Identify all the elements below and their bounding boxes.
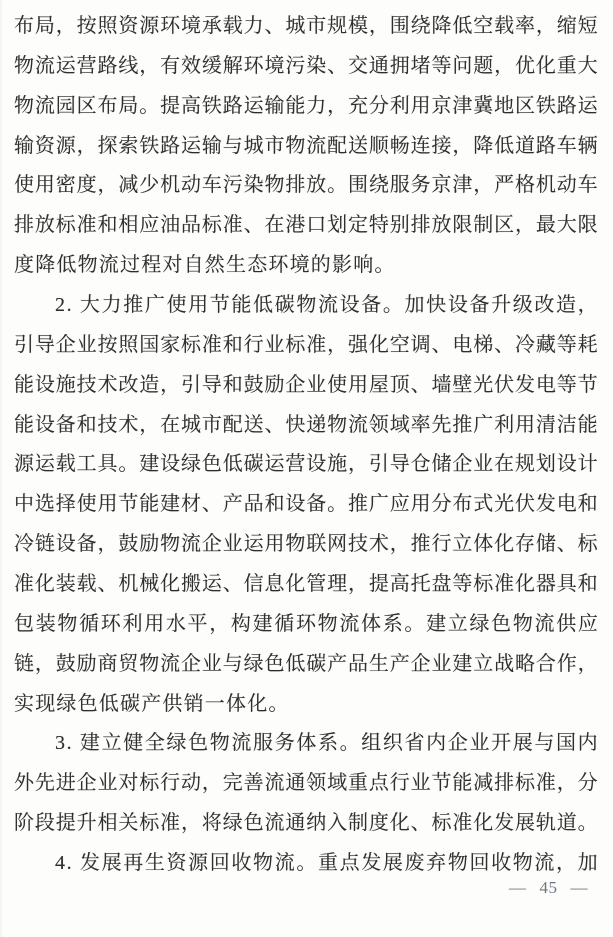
text-line-paragraph-start: 3 . 建 立 健 全 绿 色 物 流 服 务 体 系 。 组 织 省 内 企 业 开 展 与 国 内 bbox=[55, 732, 598, 755]
text-line: 准 化 装 载 、 机 械 化 搬 运 、 信 息 化 管 理 ， 提 高 托 盘 等 标 准 化 器 具 和 bbox=[14, 573, 598, 596]
text-line: 能 设 施 技 术 改 造 ， 引 导 和 鼓 励 企 业 使 用 屋 顶 、 墙 壁 光 伏 发 电 等 节 bbox=[14, 373, 598, 396]
text-line: 物 流 运 营 路 线 ， 有 效 缓 解 环 境 污 染 、 交 通 拥 堵 等 问 题 ， 优 化 重 大 bbox=[14, 54, 598, 77]
text-line-paragraph-start: 2 . 大 力 推 广 使 用 节 能 低 碳 物 流 设 备 。 加 快 设 备 升 级 改 造 ， bbox=[55, 294, 598, 317]
text-line: 外 先 进 企 业 对 标 行 动 ， 完 善 流 通 领 域 重 点 行 业 节 能 减 排 标 准 ， 分 bbox=[14, 772, 598, 795]
text-line: 使 用 密 度 ， 减 少 机 动 车 污 染 物 排 放 。 围 绕 服 务 京 津 ， 严 格 机 动 车 bbox=[14, 174, 598, 197]
text-line: 度降低物流过程对自然生态环境的影响。 bbox=[14, 254, 396, 277]
text-line: 排 放 标 准 和 相 应 油 品 标 准 、 在 港 口 划 定 特 别 排 放 限 制 区 ， 最 大 限 bbox=[14, 214, 598, 237]
text-line-paragraph-start: 4 . 发 展 再 生 资 源 回 收 物 流 。 重 点 发 展 废 弃 物 回 收 物 流 ， 加 bbox=[55, 852, 598, 875]
page-number-dash-left: — bbox=[509, 878, 527, 897]
text-line: 阶 段 提 升 相 关 标 准 ， 将 绿 色 流 通 纳 入 制 度 化 、 标 准 化 发 展 轨 道 。 bbox=[14, 812, 598, 835]
text-line: 实现绿色低碳产供销一体化。 bbox=[14, 692, 290, 715]
text-line: 源 运 载 工 具 。 建 设 绿 色 低 碳 运 营 设 施 ， 引 导 仓 储 企 业 在 规 划 设 计 bbox=[14, 453, 598, 476]
text-line: 物 流 园 区 布 局 。 提 高 铁 路 运 输 能 力 ， 充 分 利 用 京 津 冀 地 区 铁 路 运 bbox=[14, 94, 598, 117]
text-line: 中 选 择 使 用 节 能 建 材 、 产 品 和 设 备 。 推 广 应 用 分 布 式 光 伏 发 电 和 bbox=[14, 493, 598, 516]
page-number-value: 45 bbox=[539, 878, 558, 897]
text-line: 输 资 源 ， 探 索 铁 路 运 输 与 城 市 物 流 配 送 顺 畅 连 接 ， 降 低 道 路 车 辆 bbox=[14, 134, 598, 157]
page-number bbox=[509, 878, 588, 898]
page-number-dash-right: — bbox=[570, 878, 588, 897]
text-line: 引 导 企 业 按 照 国 家 标 准 和 行 业 标 准 ， 强 化 空 调 、 电 梯 、 冷 藏 等 耗 bbox=[14, 333, 598, 356]
text-line: 能 设 备 和 技 术 ， 在 城 市 配 送 、 快 递 物 流 领 域 率 先 推 广 利 用 清 洁 能 bbox=[14, 413, 598, 436]
document-body bbox=[14, 13, 598, 890]
text-line: 包 装 物 循 环 利 用 水 平 ， 构 建 循 环 物 流 体 系 。 建 立 绿 色 物 流 供 应 bbox=[14, 612, 598, 635]
text-line: 布 局 ， 按 照 资 源 环 境 承 载 力 、 城 市 规 模 ， 围 绕 降 低 空 载 率 ， 缩 短 bbox=[14, 15, 598, 37]
text-line: 冷 链 设 备 ， 鼓 励 物 流 企 业 运 用 物 联 网 技 术 ， 推 行 立 体 化 存 储 、 标 bbox=[14, 533, 598, 556]
text-line: 链 ， 鼓 励 商 贸 物 流 企 业 与 绿 色 低 碳 产 品 生 产 企 业 建 立 战 略 合 作 ， bbox=[14, 652, 598, 675]
